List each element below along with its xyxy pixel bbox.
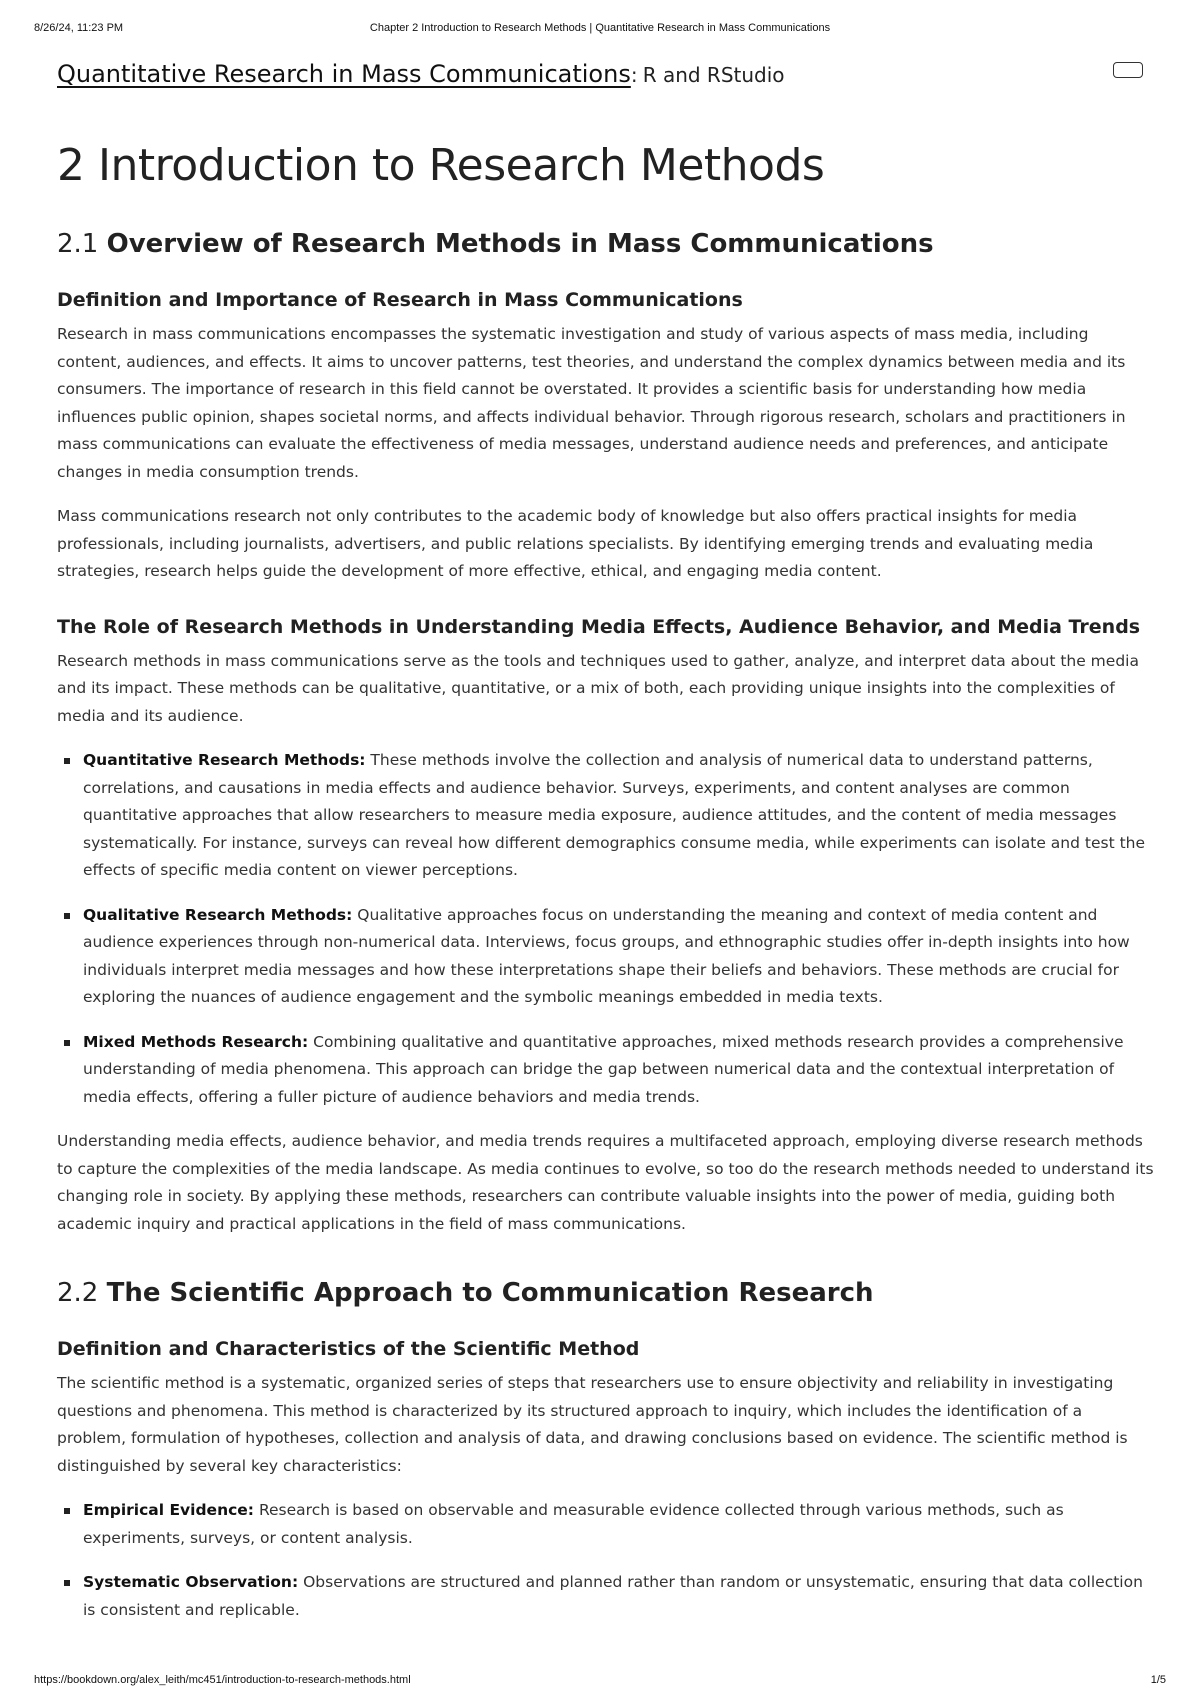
characteristics-list (57, 1497, 1155, 1624)
list-item (57, 747, 1155, 885)
paragraph: Research in mass communications encompasses the systematic investigation and study of various aspects of mass media, including content, audiences, and effects. It aims to uncover patterns, test theories, and understand the complex dynamics between media and its consumers. The importance of research in this field cannot be overstated. It provides a scientific basis for understanding how media influences public opinion, shapes societal norms, and affects individual behavior. Through rigorous research, scholars and practitioners in mass communications can evaluate the effectiveness of media messages, understand audience needs and preferences, and anticipate changes in media consumption trends. (57, 325, 1126, 481)
list-item (57, 1497, 1155, 1552)
paragraph: Mass communications research not only contributes to the academic body of knowledge but also offers practical insights for media professionals, including journalists, advertisers, and public relations specialists. By identifying emerging trends and evaluating media strategies, research helps guide the development of more effective, ethical, and engaging media content. (57, 507, 1094, 580)
book-subtitle: R and RStudio (642, 63, 785, 87)
square-bullet-icon (64, 1508, 70, 1514)
section-number: 2.1 (57, 229, 99, 259)
list-item-term: Qualitative Research Methods: (83, 905, 353, 924)
book-title-link[interactable]: Quantitative Research in Mass Communications (57, 60, 631, 88)
book-header (57, 60, 1143, 88)
book-title-separator: : (630, 63, 638, 87)
list-item (57, 902, 1155, 1012)
list-item-term: Mixed Methods Research: (83, 1032, 309, 1051)
subsection-heading: The Role of Research Methods in Understanding Media Effects, Audience Behavior, and Media Trends (57, 615, 1141, 638)
section-heading-2-1 (57, 229, 1155, 259)
section-title: Overview of Research Methods in Mass Communications (106, 229, 934, 259)
list-item-text: Research is based on observable and measurable evidence collected through various methods, such as experiments, surveys, or content analysis. (83, 1501, 1064, 1547)
square-bullet-icon (64, 913, 70, 919)
list-item-term: Empirical Evidence: (83, 1501, 255, 1519)
section-number: 2.2 (57, 1278, 99, 1308)
square-bullet-icon (64, 1040, 70, 1046)
list-item-text: Combining qualitative and quantitative approaches, mixed methods research provides a comprehensive understanding of media phenomena. This approach can bridge the gap between numerical data and the contextual interpretation of media effects, offering a fuller picture of audience behaviors and media trends. (83, 1032, 1124, 1106)
print-url: https://bookdown.org/alex_leith/mc451/introduction-to-research-methods.html (34, 1674, 411, 1686)
list-item (57, 1569, 1155, 1624)
paragraph: Research methods in mass communications serve as the tools and techniques used to gather, analyze, and interpret data about the media and its impact. These methods can be qualitative, quantitative, or a mix of both, each providing unique insights into the complexities of media and its audience. (57, 651, 1139, 725)
toolbar-toggle-button[interactable] (1113, 62, 1143, 78)
paragraph: Understanding media effects, audience behavior, and media trends requires a multifaceted approach, employing diverse research methods to capture the complexities of the media landscape. As media continues to evolve, so too do the research methods needed to understand its changing role in society. By applying these methods, researchers can contribute valuable insights into the power of media, guiding both academic inquiry and practical applications in the field of mass communications. (57, 1132, 1154, 1233)
list-item-term: Systematic Observation: (83, 1573, 299, 1591)
subsection-heading: Definition and Importance of Research in Mass Communications (57, 289, 743, 311)
list-item-text: Observations are structured and planned rather than random or unsystematic, ensuring that data collection is consistent and replicable. (83, 1573, 1143, 1619)
print-page-number: 1/5 (1150, 1674, 1166, 1686)
print-document-title: Chapter 2 Introduction to Research Methods | Quantitative Research in Mass Communications (369, 22, 831, 34)
main-content (57, 140, 1155, 1641)
list-item-text: These methods involve the collection and analysis of numerical data to understand patterns, correlations, and causations in media effects and audience behavior. Surveys, experiments, and content analyses are common quantitative approaches that allow researchers to measure media exposure, audience attitudes, and the content of media messages systematically. For instance, surveys can reveal how different demographics consume media, while experiments can isolate and test the effects of specific media content on viewer perceptions. (83, 751, 1146, 879)
paragraph: The scientific method is a systematic, organized series of steps that researchers use to ensure objectivity and reliability in investigating questions and phenomena. This method is characterized by its structured approach to inquiry, which includes the identification of a problem, formulation of hypotheses, collection and analysis of data, and drawing conclusions based on evidence. The scientific method is distinguished by several key characteristics: (57, 1374, 1128, 1475)
list-item-text: Qualitative approaches focus on understanding the meaning and context of media content and audience experiences through non-numerical data. Interviews, focus groups, and ethnographic studies offer in-depth insights into how individuals interpret media messages and how these interpretations shape their beliefs and behaviors. These methods are crucial for exploring the nuances of audience engagement and the symbolic meanings embedded in media texts. (83, 905, 1130, 1006)
list-item (57, 1029, 1155, 1112)
section-heading-2-2 (57, 1278, 1155, 1308)
square-bullet-icon (64, 758, 70, 764)
methods-list (57, 747, 1155, 1111)
print-date: 8/26/24, 11:23 PM (34, 22, 124, 34)
square-bullet-icon (64, 1580, 70, 1586)
subsection-heading: Definition and Characteristics of the Scientific Method (57, 1338, 640, 1360)
section-title: The Scientific Approach to Communication Research (106, 1278, 874, 1308)
list-item-term: Quantitative Research Methods: (83, 751, 366, 769)
chapter-title: 2 Introduction to Research Methods (57, 140, 825, 191)
